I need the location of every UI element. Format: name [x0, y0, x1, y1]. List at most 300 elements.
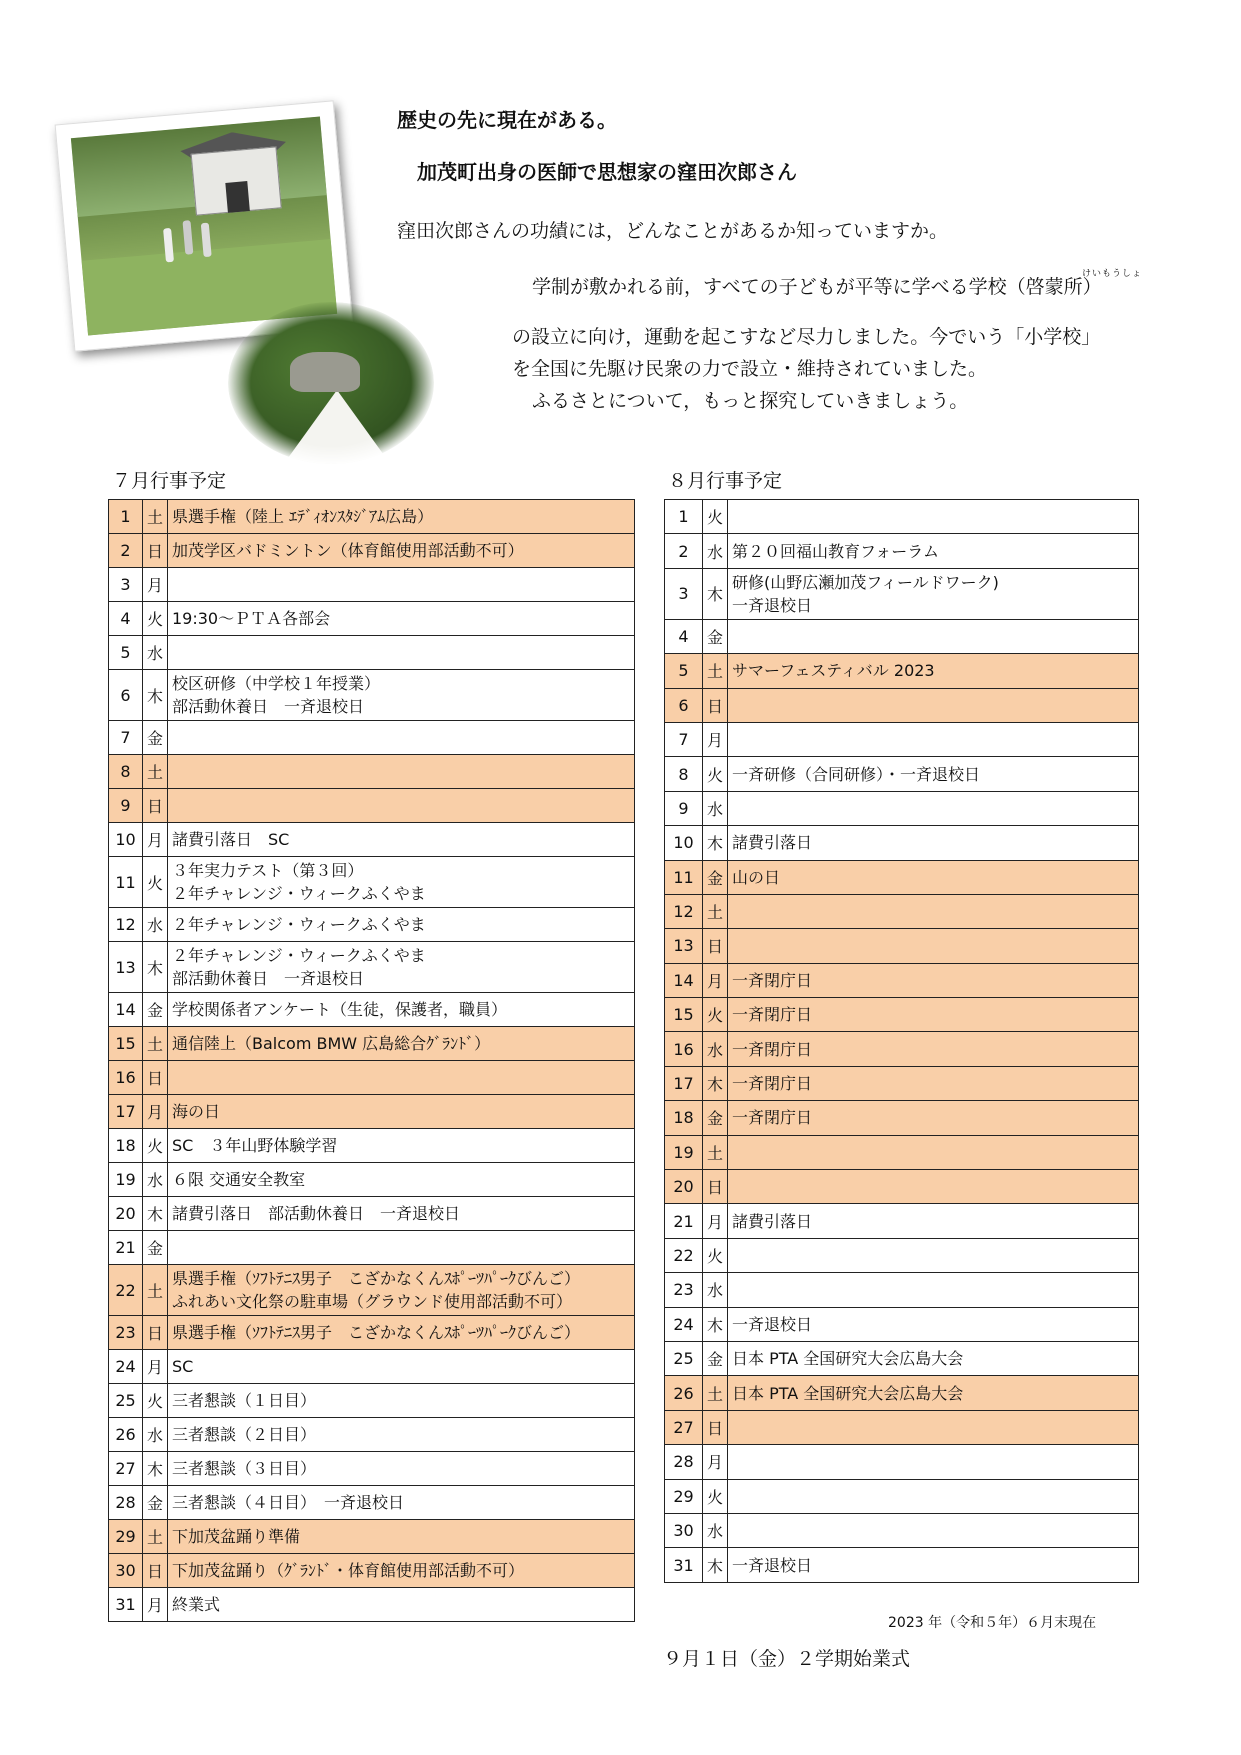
- event-text: 諸費引落日 SC: [172, 830, 290, 849]
- event-text: ２年チャレンジ・ウィークふくやま: [172, 915, 426, 934]
- weekday: 金: [143, 993, 168, 1027]
- schedule-row: [109, 1163, 635, 1197]
- schedule-row: [665, 1273, 1139, 1307]
- event-cell: [168, 1316, 635, 1350]
- term-start-note: ９月１日（金）２学期始業式: [663, 1648, 911, 1670]
- weekday: 日: [143, 1316, 168, 1350]
- weekday: 金: [703, 1101, 728, 1135]
- event-text: ２年チャレンジ・ウィークふくやま: [172, 884, 426, 903]
- schedule-row: [665, 1066, 1139, 1100]
- event-text: 三者懇談（１日目）: [172, 1391, 317, 1410]
- day-number: 3: [109, 568, 143, 602]
- weekday: 木: [143, 670, 168, 721]
- event-cell: [728, 963, 1139, 997]
- event-text: 一斉閉庁日: [732, 1074, 813, 1094]
- event-cell: [168, 1452, 635, 1486]
- intro-line: の設立に向け，運動を起こすなど尽力しました。今でいう「小学校」: [512, 326, 1101, 348]
- day-number: 1: [665, 500, 703, 534]
- weekday: 土: [143, 1265, 168, 1316]
- day-number: 7: [109, 721, 143, 755]
- event-cell: [168, 823, 635, 857]
- schedule-row: [109, 1452, 635, 1486]
- weekday: 土: [143, 1520, 168, 1554]
- weekday: 土: [703, 654, 728, 688]
- schedule-row: [109, 568, 635, 602]
- schedule-row: [665, 929, 1139, 963]
- event-cell: [728, 568, 1139, 619]
- event-text: ３年実力テスト（第３回）: [172, 861, 364, 880]
- event-cell: [168, 1418, 635, 1452]
- schedule-row: [665, 654, 1139, 688]
- weekday: 土: [703, 1376, 728, 1410]
- day-number: 22: [109, 1265, 143, 1316]
- weekday: 木: [143, 942, 168, 993]
- event-cell: [168, 1197, 635, 1231]
- weekday: 日: [703, 688, 728, 722]
- event-text: 一斉退校日: [732, 595, 813, 615]
- weekday: 水: [703, 1273, 728, 1307]
- day-number: 21: [665, 1204, 703, 1238]
- weekday: 日: [143, 1554, 168, 1588]
- day-number: 11: [109, 857, 143, 908]
- weekday: 火: [703, 1238, 728, 1272]
- photo-person: [182, 220, 193, 255]
- schedule-row: [665, 722, 1139, 756]
- weekday: 月: [703, 963, 728, 997]
- day-number: 18: [109, 1129, 143, 1163]
- day-number: 18: [665, 1101, 703, 1135]
- day-number: 4: [109, 602, 143, 636]
- event-text: 県選手権（ｿﾌﾄﾃﾆｽ男子 こざかなくんｽﾎﾟｰﾂﾊﾟｰｸびんご）: [172, 1323, 581, 1342]
- weekday: 火: [143, 1384, 168, 1418]
- event-cell: [168, 908, 635, 942]
- event-text: 三者懇談（２日目）: [172, 1425, 317, 1444]
- day-number: 31: [109, 1588, 143, 1622]
- weekday: 月: [703, 722, 728, 756]
- day-number: 2: [665, 534, 703, 568]
- day-number: 16: [109, 1061, 143, 1095]
- photo-person: [163, 228, 174, 263]
- day-number: 11: [665, 860, 703, 894]
- schedule-row: [109, 721, 635, 755]
- day-number: 12: [109, 908, 143, 942]
- event-text: 学校関係者アンケート（生徒，保護者，職員）: [172, 1000, 508, 1019]
- weekday: 火: [703, 500, 728, 534]
- schedule-row: [665, 688, 1139, 722]
- event-cell: [728, 654, 1139, 688]
- event-cell: [168, 534, 635, 568]
- day-number: 26: [109, 1418, 143, 1452]
- event-text: 部活動休養日 一斉退校日: [172, 969, 365, 988]
- schedule-row: [109, 500, 635, 534]
- event-text: 一斉研修（合同研修）・一斉退校日: [732, 764, 981, 784]
- schedule-row: [109, 993, 635, 1027]
- event-text: 一斉閉庁日: [732, 1005, 813, 1025]
- schedule-row: [109, 1129, 635, 1163]
- page-subheading: 加茂町出身の医師で思想家の窪田次郎さん: [417, 160, 797, 184]
- schedule-row: [109, 823, 635, 857]
- july-heading: ７月行事予定: [112, 470, 227, 492]
- event-text: SC ３年山野体験学習: [172, 1136, 338, 1155]
- photo-person: [201, 223, 212, 258]
- day-number: 25: [665, 1341, 703, 1375]
- schedule-row: [665, 1238, 1139, 1272]
- schedule-row: [109, 1486, 635, 1520]
- event-text: 通信陸上（Balcom BMW 広島総合ｸﾞﾗﾝﾄﾞ）: [172, 1034, 491, 1053]
- day-number: 13: [665, 929, 703, 963]
- event-text: 一斉退校日: [732, 1314, 813, 1334]
- weekday: 日: [143, 1061, 168, 1095]
- weekday: 月: [143, 568, 168, 602]
- schedule-row: [665, 826, 1139, 860]
- day-number: 3: [665, 568, 703, 619]
- event-cell: [168, 500, 635, 534]
- day-number: 2: [109, 534, 143, 568]
- schedule-row: [665, 619, 1139, 653]
- day-number: 16: [665, 1032, 703, 1066]
- weekday: 土: [703, 894, 728, 928]
- schedule-row: [665, 1410, 1139, 1444]
- weekday: 火: [703, 757, 728, 791]
- schedule-row: [665, 500, 1139, 534]
- schedule-row: [109, 1350, 635, 1384]
- ruby-annotation: けいもうしょ: [1082, 269, 1143, 279]
- weekday: 月: [703, 1445, 728, 1479]
- day-number: 8: [109, 755, 143, 789]
- day-number: 24: [109, 1350, 143, 1384]
- weekday: 日: [143, 789, 168, 823]
- schedule-row: [665, 1307, 1139, 1341]
- day-number: 15: [665, 998, 703, 1032]
- day-number: 7: [665, 722, 703, 756]
- day-number: 20: [665, 1170, 703, 1204]
- event-cell: [728, 1273, 1139, 1307]
- day-number: 10: [109, 823, 143, 857]
- weekday: 火: [703, 1479, 728, 1513]
- day-number: 6: [665, 688, 703, 722]
- photo-ridge-ornament: [290, 352, 360, 392]
- weekday: 水: [143, 1163, 168, 1197]
- photo-roof-ornament: [228, 302, 434, 464]
- schedule-row: [665, 1204, 1139, 1238]
- event-cell: [728, 1101, 1139, 1135]
- schedule-row: [665, 1513, 1139, 1547]
- event-text: 一斉閉庁日: [732, 1108, 813, 1128]
- day-number: 26: [665, 1376, 703, 1410]
- as-of-note: 2023 年（令和５年）６月末現在: [888, 1615, 1097, 1631]
- event-text: 一斉閉庁日: [732, 1039, 813, 1059]
- event-cell: [728, 1135, 1139, 1169]
- schedule-row: [109, 857, 635, 908]
- event-text: 海の日: [172, 1102, 221, 1121]
- event-text: SC: [172, 1357, 194, 1376]
- schedule-row: [109, 908, 635, 942]
- schedule-row: [665, 1548, 1139, 1582]
- schedule-row: [665, 568, 1139, 619]
- weekday: 土: [143, 755, 168, 789]
- day-number: 15: [109, 1027, 143, 1061]
- day-number: 23: [109, 1316, 143, 1350]
- event-cell: [168, 1027, 635, 1061]
- event-cell: [728, 1032, 1139, 1066]
- weekday: 土: [703, 1135, 728, 1169]
- weekday: 木: [703, 826, 728, 860]
- event-cell: [728, 722, 1139, 756]
- schedule-row: [109, 1316, 635, 1350]
- event-cell: [168, 942, 635, 993]
- event-cell: [168, 636, 635, 670]
- page-heading: 歴史の先に現在がある。: [397, 108, 617, 132]
- event-cell: [168, 670, 635, 721]
- event-cell: [728, 619, 1139, 653]
- event-text: 校区研修（中学校１年授業）: [172, 674, 381, 693]
- event-text: 第２０回福山教育フォーラム: [732, 541, 940, 561]
- event-cell: [168, 1520, 635, 1554]
- schedule-row: [109, 1061, 635, 1095]
- weekday: 木: [143, 1452, 168, 1486]
- photo-storehouse-image: [71, 116, 337, 335]
- event-cell: [728, 1307, 1139, 1341]
- event-cell: [728, 1513, 1139, 1547]
- event-cell: [168, 1231, 635, 1265]
- schedule-row: [109, 1384, 635, 1418]
- day-number: 28: [109, 1486, 143, 1520]
- event-cell: [168, 1061, 635, 1095]
- event-cell: [728, 929, 1139, 963]
- day-number: 24: [665, 1307, 703, 1341]
- event-text: 山の日: [732, 867, 781, 887]
- day-number: 29: [109, 1520, 143, 1554]
- schedule-row: [665, 860, 1139, 894]
- intro-line: ふるさとについて，もっと探究していきましょう。: [532, 390, 969, 412]
- day-number: 6: [109, 670, 143, 721]
- day-number: 19: [665, 1135, 703, 1169]
- july-schedule-table: [108, 499, 635, 1622]
- weekday: 金: [143, 1486, 168, 1520]
- schedule-row: [109, 1197, 635, 1231]
- day-number: 20: [109, 1197, 143, 1231]
- event-cell: [728, 1410, 1139, 1444]
- event-text: 一斉退校日: [732, 1555, 813, 1575]
- schedule-row: [109, 1588, 635, 1622]
- event-cell: [728, 1479, 1139, 1513]
- schedule-row: [665, 757, 1139, 791]
- weekday: 木: [703, 568, 728, 619]
- event-text: 県選手権（陸上 ｴﾃﾞｨｵﾝｽﾀｼﾞｱﾑ広島）: [172, 507, 434, 526]
- schedule-row: [109, 534, 635, 568]
- event-cell: [728, 894, 1139, 928]
- day-number: 5: [109, 636, 143, 670]
- day-number: 14: [109, 993, 143, 1027]
- weekday: 木: [143, 1197, 168, 1231]
- event-cell: [168, 857, 635, 908]
- event-text: 日本 PTA 全国研究大会広島大会: [732, 1349, 964, 1369]
- weekday: 土: [143, 500, 168, 534]
- day-number: 23: [665, 1273, 703, 1307]
- weekday: 木: [703, 1307, 728, 1341]
- event-cell: [168, 1486, 635, 1520]
- weekday: 火: [143, 602, 168, 636]
- event-cell: [728, 688, 1139, 722]
- schedule-row: [109, 1265, 635, 1316]
- weekday: 水: [703, 1513, 728, 1547]
- weekday: 水: [703, 534, 728, 568]
- event-cell: [728, 1548, 1139, 1582]
- schedule-row: [109, 942, 635, 993]
- day-number: 14: [665, 963, 703, 997]
- day-number: 9: [109, 789, 143, 823]
- event-cell: [728, 1238, 1139, 1272]
- event-cell: [168, 1095, 635, 1129]
- event-text: 諸費引落日: [732, 833, 813, 853]
- event-text: ふれあい文化祭の駐車場（グラウンド使用部活動不可）: [172, 1292, 573, 1311]
- event-cell: [728, 1376, 1139, 1410]
- event-cell: [168, 1163, 635, 1197]
- day-number: 28: [665, 1445, 703, 1479]
- event-cell: [168, 993, 635, 1027]
- event-text: ６限 交通安全教室: [172, 1170, 306, 1189]
- day-number: 17: [665, 1066, 703, 1100]
- event-text: 19:30～ＰＴＡ各部会: [172, 609, 331, 628]
- event-cell: [168, 1350, 635, 1384]
- event-cell: [168, 1554, 635, 1588]
- schedule-row: [665, 963, 1139, 997]
- event-cell: [168, 789, 635, 823]
- event-text: 諸費引落日 部活動休養日 一斉退校日: [172, 1204, 461, 1223]
- event-cell: [168, 602, 635, 636]
- day-number: 19: [109, 1163, 143, 1197]
- weekday: 金: [703, 860, 728, 894]
- event-text: 研修(山野広瀬加茂フィールドワーク): [732, 572, 999, 592]
- intro-line: 窪田次郎さんの功績には，どんなことがあるか知っていますか。: [397, 220, 949, 242]
- day-number: 8: [665, 757, 703, 791]
- event-cell: [728, 1341, 1139, 1375]
- weekday: 月: [143, 1350, 168, 1384]
- schedule-row: [109, 1231, 635, 1265]
- event-cell: [168, 1265, 635, 1316]
- day-number: 25: [109, 1384, 143, 1418]
- weekday: 水: [703, 1032, 728, 1066]
- event-cell: [728, 860, 1139, 894]
- weekday: 水: [143, 908, 168, 942]
- event-cell: [728, 1204, 1139, 1238]
- day-number: 27: [665, 1410, 703, 1444]
- event-cell: [728, 757, 1139, 791]
- day-number: 12: [665, 894, 703, 928]
- event-text: 下加茂盆踊り準備: [172, 1527, 301, 1546]
- weekday: 土: [143, 1027, 168, 1061]
- weekday: 日: [703, 929, 728, 963]
- schedule-row: [109, 1027, 635, 1061]
- day-number: 27: [109, 1452, 143, 1486]
- event-text: 県選手権（ｿﾌﾄﾃﾆｽ男子 こざかなくんｽﾎﾟｰﾂﾊﾟｰｸびんご）: [172, 1269, 581, 1288]
- day-number: 30: [665, 1513, 703, 1547]
- event-cell: [728, 826, 1139, 860]
- weekday: 火: [703, 998, 728, 1032]
- event-text: ２年チャレンジ・ウィークふくやま: [172, 946, 426, 965]
- event-text: 終業式: [172, 1595, 221, 1614]
- schedule-row: [109, 789, 635, 823]
- schedule-row: [109, 602, 635, 636]
- weekday: 日: [143, 534, 168, 568]
- weekday: 金: [703, 1341, 728, 1375]
- day-number: 9: [665, 791, 703, 825]
- weekday: 日: [703, 1410, 728, 1444]
- event-cell: [168, 721, 635, 755]
- weekday: 火: [143, 857, 168, 908]
- schedule-row: [109, 1418, 635, 1452]
- event-cell: [168, 755, 635, 789]
- event-text: 一斉閉庁日: [732, 970, 813, 990]
- schedule-row: [665, 1032, 1139, 1066]
- weekday: 月: [143, 1095, 168, 1129]
- event-text: 下加茂盆踊り（ｸﾞﾗﾝﾄﾞ・体育館使用部活動不可）: [172, 1561, 525, 1580]
- august-heading: ８月行事予定: [668, 470, 783, 492]
- schedule-row: [109, 755, 635, 789]
- weekday: 金: [143, 721, 168, 755]
- schedule-row: [665, 1376, 1139, 1410]
- weekday: 日: [703, 1170, 728, 1204]
- event-cell: [728, 791, 1139, 825]
- weekday: 木: [703, 1066, 728, 1100]
- schedule-row: [665, 894, 1139, 928]
- event-cell: [728, 1445, 1139, 1479]
- schedule-row: [665, 1170, 1139, 1204]
- day-number: 17: [109, 1095, 143, 1129]
- event-cell: [168, 1129, 635, 1163]
- photo-door: [225, 181, 250, 213]
- event-cell: [168, 1384, 635, 1418]
- schedule-row: [109, 670, 635, 721]
- weekday: 水: [143, 1418, 168, 1452]
- weekday: 金: [703, 619, 728, 653]
- event-text: 日本 PTA 全国研究大会広島大会: [732, 1383, 964, 1403]
- intro-line: 学制が敷かれる前，すべての子どもが平等に学べる学校（啓蒙所）: [532, 276, 1102, 298]
- day-number: 1: [109, 500, 143, 534]
- day-number: 4: [665, 619, 703, 653]
- day-number: 21: [109, 1231, 143, 1265]
- event-text: 諸費引落日: [732, 1211, 813, 1231]
- weekday: 火: [143, 1129, 168, 1163]
- weekday: 木: [703, 1548, 728, 1582]
- schedule-row: [109, 1095, 635, 1129]
- weekday: 水: [703, 791, 728, 825]
- weekday: 月: [703, 1204, 728, 1238]
- event-text: 三者懇談（４日目） 一斉退校日: [172, 1493, 405, 1512]
- event-cell: [728, 1170, 1139, 1204]
- schedule-row: [665, 998, 1139, 1032]
- event-text: サマーフェスティバル 2023: [732, 661, 935, 681]
- schedule-row: [665, 1445, 1139, 1479]
- day-number: 13: [109, 942, 143, 993]
- schedule-row: [665, 1135, 1139, 1169]
- weekday: 金: [143, 1231, 168, 1265]
- event-cell: [168, 1588, 635, 1622]
- day-number: 31: [665, 1548, 703, 1582]
- day-number: 10: [665, 826, 703, 860]
- schedule-row: [665, 1101, 1139, 1135]
- event-text: 加茂学区バドミントン（体育館使用部活動不可）: [172, 541, 524, 560]
- event-cell: [168, 568, 635, 602]
- schedule-row: [665, 534, 1139, 568]
- day-number: 22: [665, 1238, 703, 1272]
- event-cell: [728, 500, 1139, 534]
- event-text: 三者懇談（３日目）: [172, 1459, 317, 1478]
- schedule-row: [665, 791, 1139, 825]
- event-text: 部活動休養日 一斉退校日: [172, 697, 365, 716]
- schedule-row: [665, 1341, 1139, 1375]
- day-number: 30: [109, 1554, 143, 1588]
